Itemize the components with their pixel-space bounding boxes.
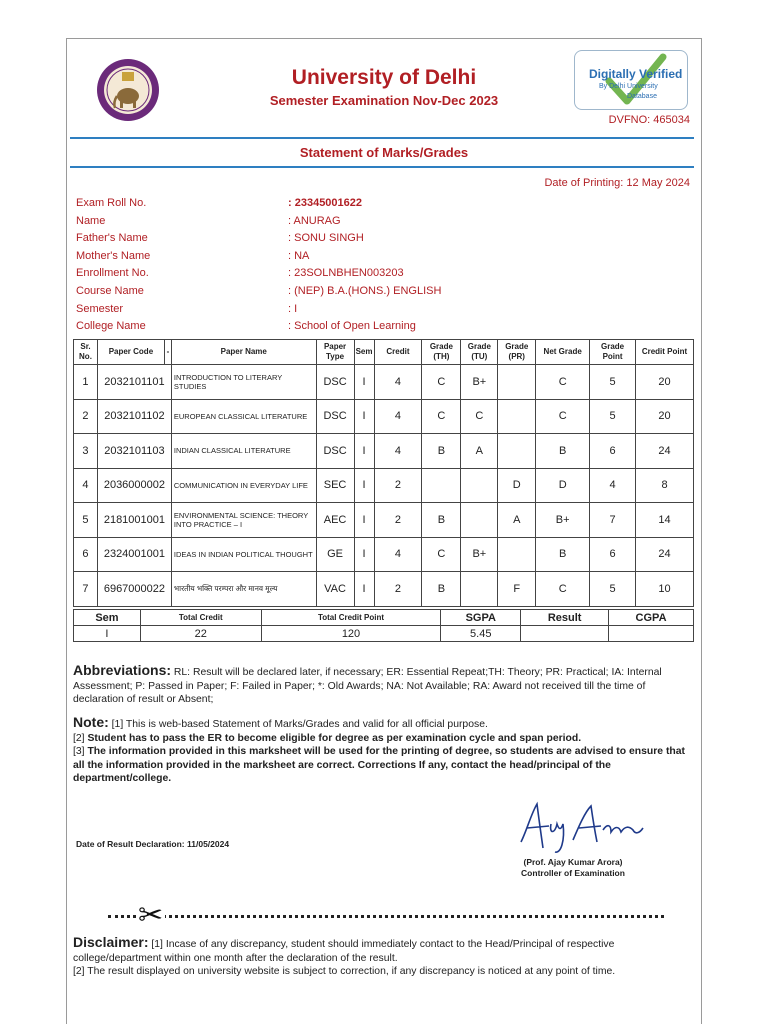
sem: I (354, 537, 374, 572)
disclaimer-text: The result displayed on university website is subject to correction, if any discrepancy is noticed at any point of time. (84, 966, 616, 977)
grade-th: C (422, 365, 461, 400)
field-value: : 23345001622 (288, 197, 363, 209)
credit: 2 (374, 468, 422, 503)
grade-point: 7 (590, 503, 636, 538)
credit-point: 14 (636, 503, 694, 538)
paper-code: 6967000022 (97, 572, 171, 607)
digitally-verified-badge (574, 50, 688, 110)
grade-pr: F (498, 572, 536, 607)
column-header: Paper Code (97, 340, 164, 365)
paper-code: 2324001001 (97, 537, 171, 572)
verified-database-label: Database (627, 93, 657, 100)
sem: I (354, 399, 374, 434)
column-header: - (164, 340, 171, 365)
column-header: Paper Name (171, 340, 316, 365)
column-header: Result (521, 610, 609, 626)
grade-th: C (422, 537, 461, 572)
field-label: Name (76, 214, 106, 227)
dvf-number: DVFNO: 465034 (608, 114, 690, 126)
sem: I (354, 468, 374, 503)
grade-th: C (422, 399, 461, 434)
abbreviations-text: RL: Result will be declared later, if necessary; ER: Essential Repeat;TH: Theory; PR: Practical; IA: Internal Assessment; P: Passed in Paper; F: Failed in Paper; *: Old Awards; NA: Not Available; RA: Award not received till the time of declaration of result or Absent; (73, 667, 662, 705)
credit-point: 20 (636, 365, 694, 400)
paper-type: VAC (316, 572, 354, 607)
grade-pr (498, 537, 536, 572)
grade-th: B (422, 572, 461, 607)
sr-no: 6 (74, 537, 98, 572)
net-grade: B (536, 537, 590, 572)
result (521, 626, 609, 642)
cgpa (609, 626, 694, 642)
notes (73, 716, 693, 786)
table-row (74, 434, 694, 469)
note-tag: [2] (73, 732, 85, 744)
field-value: : I (288, 302, 298, 315)
grade-point: 5 (590, 365, 636, 400)
credit: 4 (374, 399, 422, 434)
signatory (503, 857, 643, 879)
column-header: Sem (74, 610, 141, 626)
credit-point: 24 (636, 434, 694, 469)
grade-tu: C (461, 399, 498, 434)
note-text: This is web-based Statement of Marks/Grades and valid for all official purpose. (123, 719, 488, 730)
grade-tu: B+ (461, 365, 498, 400)
note-tag: [3] (73, 746, 85, 757)
column-header: Grade (TH) (422, 340, 461, 365)
field-label: Exam Roll No. (76, 197, 147, 209)
column-header: Total Credit Point (261, 610, 441, 626)
disclaimer-text: Incase of any discrepancy, student should immediately contact to the Head/Principal of respective college/department within one month after the declaration of the result. (73, 939, 615, 964)
table-row (74, 537, 694, 572)
print-date: Date of Printing: 12 May 2024 (544, 177, 690, 189)
net-grade: C (536, 572, 590, 607)
paper-type: AEC (316, 503, 354, 538)
sr-no: 1 (74, 365, 98, 400)
sr-no: 5 (74, 503, 98, 538)
credit: 2 (374, 572, 422, 607)
disclaimer-1 (73, 936, 693, 965)
field-label: Father's Name (76, 232, 148, 245)
field-label: Mother's Name (76, 249, 151, 262)
paper-type: GE (316, 537, 354, 572)
signatory-name: (Prof. Ajay Kumar Arora) (523, 857, 623, 867)
grade-point: 6 (590, 434, 636, 469)
field-value: : NA (288, 249, 310, 262)
grade-point: 4 (590, 468, 636, 503)
grade-tu (461, 572, 498, 607)
grade-tu (461, 468, 498, 503)
totals-header-row (74, 610, 694, 626)
grade-th: B (422, 434, 461, 469)
grade-tu: B+ (461, 537, 498, 572)
total-credit: 22 (140, 626, 261, 642)
paper-name: INTRODUCTION TO LITERARY STUDIES (171, 365, 316, 400)
paper-code: 2181001001 (97, 503, 171, 538)
paper-code: 2032101103 (97, 434, 171, 469)
scissors-icon: ✂ (138, 899, 164, 932)
field-label: Enrollment No. (76, 267, 149, 280)
grade-pr (498, 365, 536, 400)
credit-point: 20 (636, 399, 694, 434)
disclaimer (73, 936, 693, 979)
column-header: Total Credit (140, 610, 261, 626)
grade-tu: A (461, 434, 498, 469)
divider (70, 137, 694, 139)
note-3 (73, 745, 693, 786)
paper-name: IDEAS IN INDIAN POLITICAL THOUGHT (171, 537, 316, 572)
note-text: The information provided in this marksheet will be used for the printing of degree, so students are advised to ensure that all the information provided in the marksheet are correct. Corrections If any, contact the head/principal of the department/college. (73, 746, 686, 784)
note-2 (73, 732, 693, 746)
paper-type: DSC (316, 434, 354, 469)
field-label: College Name (76, 320, 146, 333)
column-header: Credit Point (636, 340, 694, 365)
field-label: Semester (76, 302, 124, 315)
column-header: Sem (354, 340, 374, 365)
table-row (74, 399, 694, 434)
paper-name: भारतीय भक्ति परम्परा और मानव मूल्य (171, 572, 316, 607)
grade-pr (498, 434, 536, 469)
net-grade: D (536, 468, 590, 503)
total-sem: I (74, 626, 141, 642)
note-1 (73, 716, 693, 732)
net-grade: B+ (536, 503, 590, 538)
grade-tu (461, 503, 498, 538)
sgpa: 5.45 (441, 626, 521, 642)
totals-row (74, 626, 694, 642)
grade-pr: D (498, 468, 536, 503)
field-value: : School of Open Learning (288, 320, 416, 333)
credit-point: 8 (636, 468, 694, 503)
grade-pr (498, 399, 536, 434)
table-row (74, 365, 694, 400)
table-row (74, 572, 694, 607)
column-header: SGPA (441, 610, 521, 626)
total-credit-point: 120 (261, 626, 441, 642)
column-header: Grade (PR) (498, 340, 536, 365)
sr-no: 3 (74, 434, 98, 469)
divider (70, 166, 694, 168)
table-row (74, 468, 694, 503)
sr-no: 7 (74, 572, 98, 607)
paper-type: SEC (316, 468, 354, 503)
column-header: Net Grade (536, 340, 590, 365)
field-value: : (NEP) B.A.(HONS.) ENGLISH (288, 284, 442, 297)
sr-no: 4 (74, 468, 98, 503)
signature-image (515, 800, 645, 856)
disclaimer-tag: [1] (148, 939, 163, 950)
paper-name: ENVIRONMENTAL SCIENCE: THEORY INTO PRACTICE – I (171, 503, 316, 538)
paper-code: 2032101101 (97, 365, 171, 400)
signatory-designation: Controller of Examination (521, 868, 625, 878)
field-value: : ANURAG (288, 214, 341, 227)
paper-name: INDIAN CLASSICAL LITERATURE (171, 434, 316, 469)
column-header: Grade (TU) (461, 340, 498, 365)
table-row (74, 503, 694, 538)
grade-point: 6 (590, 537, 636, 572)
paper-type: DSC (316, 365, 354, 400)
result-declaration-date: Date of Result Declaration: 11/05/2024 (76, 839, 230, 849)
net-grade: C (536, 399, 590, 434)
grade-th (422, 468, 461, 503)
paper-name: EUROPEAN CLASSICAL LITERATURE (171, 399, 316, 434)
abbreviations-title: Abbreviations: (73, 662, 172, 678)
field-value: : SONU SINGH (288, 232, 364, 245)
credit: 4 (374, 537, 422, 572)
paper-name: COMMUNICATION IN EVERYDAY LIFE (171, 468, 316, 503)
credit-point: 24 (636, 537, 694, 572)
disclaimer-tag: [2] (73, 966, 85, 977)
column-header: Paper Type (316, 340, 354, 365)
abbreviations (73, 664, 693, 707)
field-label: Course Name (76, 284, 144, 297)
marks-table (73, 339, 694, 607)
credit: 4 (374, 365, 422, 400)
field-value: : 23SOLNBHEN003203 (288, 267, 404, 280)
sr-no: 2 (74, 399, 98, 434)
exam-title: Semester Examination Nov-Dec 2023 (269, 93, 499, 108)
net-grade: B (536, 434, 590, 469)
note-text: Student has to pass the ER to become eligible for degree as per examination cycle and span period. (84, 732, 582, 744)
column-header: Credit (374, 340, 422, 365)
credit: 2 (374, 503, 422, 538)
column-header: CGPA (609, 610, 694, 626)
statement-title: Statement of Marks/Grades (299, 145, 469, 160)
sem: I (354, 572, 374, 607)
net-grade: C (536, 365, 590, 400)
sem: I (354, 503, 374, 538)
disclaimer-title: Disclaimer: (73, 934, 149, 950)
credit: 4 (374, 434, 422, 469)
university-title: University of Delhi (291, 66, 477, 89)
column-header: Sr. No. (74, 340, 98, 365)
credit-point: 10 (636, 572, 694, 607)
column-header: Grade Point (590, 340, 636, 365)
paper-code: 2036000002 (97, 468, 171, 503)
sem: I (354, 365, 374, 400)
grade-point: 5 (590, 399, 636, 434)
marks-header-row (74, 340, 694, 365)
paper-type: DSC (316, 399, 354, 434)
cut-line (108, 915, 664, 918)
grade-th: B (422, 503, 461, 538)
grade-point: 5 (590, 572, 636, 607)
verified-sub-label: By Delhi University (599, 83, 658, 90)
note-tag: [1] (108, 719, 124, 730)
grade-pr: A (498, 503, 536, 538)
totals-table (73, 609, 694, 642)
verified-label: Digitally Verified (589, 67, 683, 81)
paper-code: 2032101102 (97, 399, 171, 434)
disclaimer-2 (73, 965, 693, 979)
sem: I (354, 434, 374, 469)
note-title: Note: (73, 714, 109, 730)
